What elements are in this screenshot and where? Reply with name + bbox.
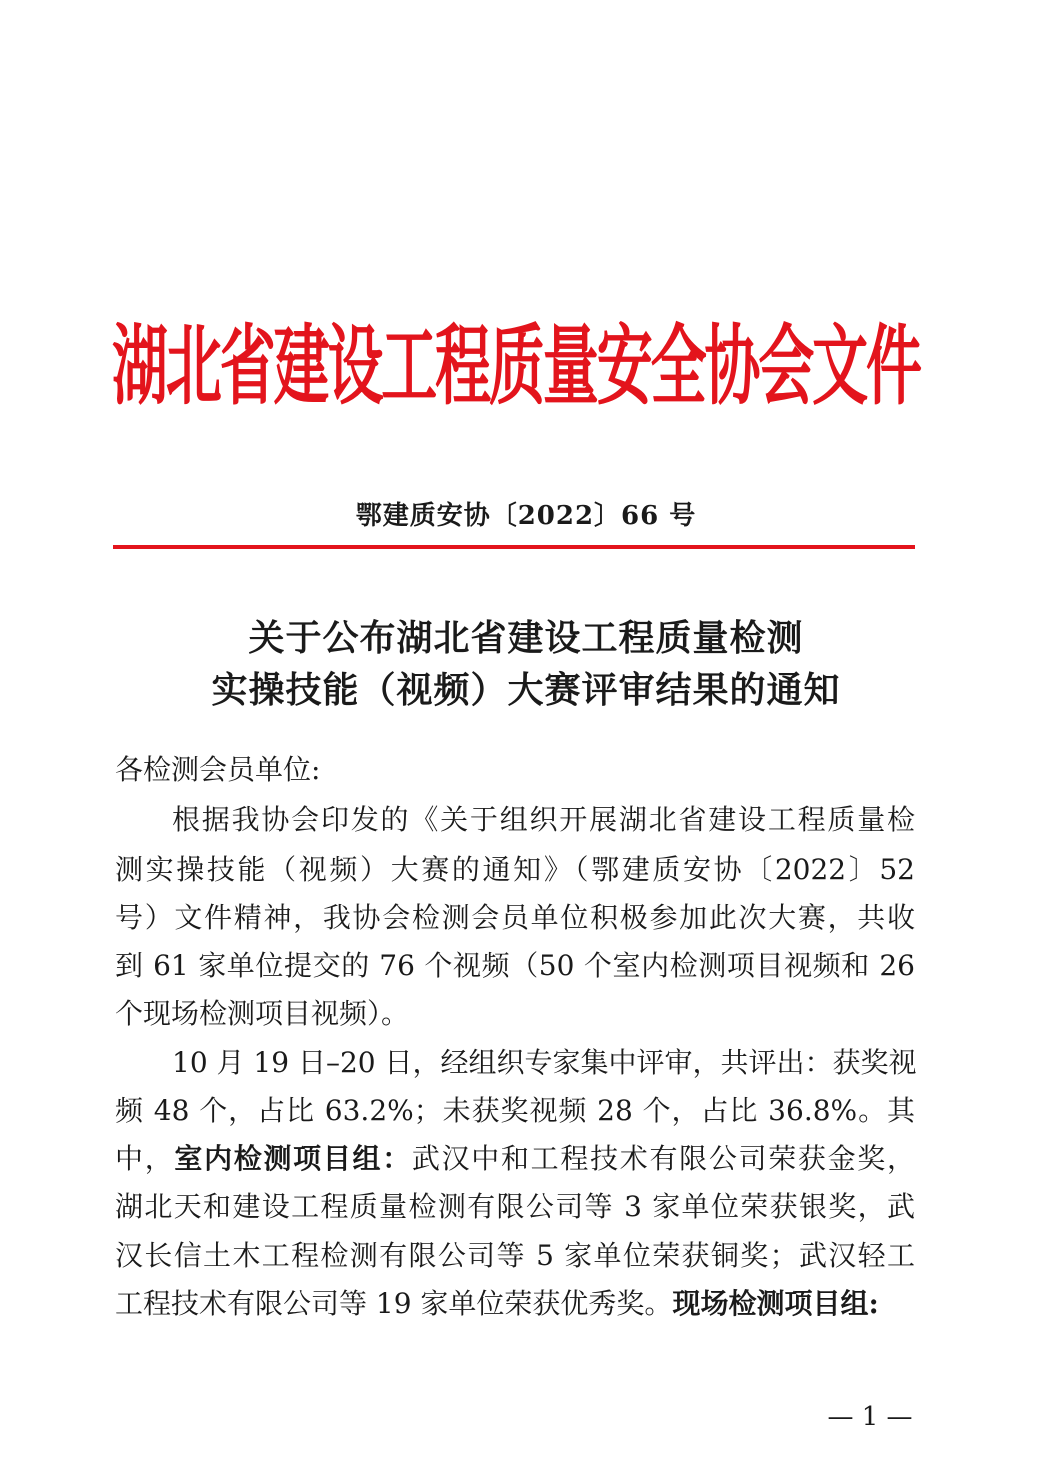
paragraph-2-line-3-start: 中， [115,1142,175,1175]
title-char: 件 [866,316,923,418]
title-char: 会 [758,316,815,418]
paragraph-1-line-2: 测实操技能（视频）大赛的通知》（鄂建质安协〔2022〕52 [115,853,915,886]
title-char: 设 [327,316,384,418]
paragraph-2-line-4: 湖北天和建设工程质量检测有限公司等 3 家单位荣获银奖，武 [115,1190,915,1223]
title-char: 程 [435,316,492,418]
indoor-group-heading: 室内检测项目组： [174,1142,412,1175]
title-char: 协 [704,316,761,418]
title-char: 工 [381,316,438,418]
paragraph-2-line-5: 汉长信土木工程检测有限公司等 5 家单位荣获铜奖；武汉轻工 [115,1239,915,1272]
paragraph-2-line-2: 频 48 个，占比 63.2%；未获奖视频 28 个，占比 36.8%。其 [115,1094,915,1127]
paragraph-2-line-1: 10 月 19 日–20 日，经组织专家集中评审，共评出：获奖视 [172,1046,917,1079]
page-number: — 1 — [827,1402,913,1432]
title-char: 建 [273,316,330,418]
title-char: 湖 [112,316,168,418]
issuing-authority-title [112,281,923,455]
paragraph-2-line-6 [115,1286,915,1326]
paragraph-2-line-3-end: 武汉中和工程技术有限公司荣获金奖， [411,1142,915,1175]
paragraph-2-line-3 [115,1141,915,1181]
red-separator-rule [113,545,915,549]
title-char: 安 [596,316,653,418]
title-char: 文 [812,316,869,418]
notice-title-line-1: 关于公布湖北省建设工程质量检测 [248,617,804,659]
paragraph-1-line-3: 号）文件精神，我协会检测会员单位积极参加此次大赛，共收 [115,901,915,934]
document-number: 鄂建质安协〔2022〕66 号 [355,501,697,531]
paragraph-2-line-6-start: 工程技术有限公司等 19 家单位荣获优秀奖。 [115,1287,673,1320]
notice-title-line-2: 实操技能（视频）大赛评审结果的通知 [211,669,841,711]
title-char: 全 [650,316,707,418]
title-char: 省 [219,316,276,418]
salutation: 各检测会员单位: [115,753,321,786]
title-char: 北 [165,316,222,418]
paragraph-1-line-1: 根据我协会印发的《关于组织开展湖北省建设工程质量检 [172,803,915,836]
paragraph-1-line-4: 到 61 家单位提交的 76 个视频（50 个室内检测项目视频和 26 [115,949,915,982]
title-char: 质 [489,316,546,418]
title-char: 量 [542,316,599,418]
onsite-group-heading: 现场检测项目组: [672,1287,879,1320]
paragraph-1-line-5: 个现场检测项目视频）。 [115,997,410,1030]
